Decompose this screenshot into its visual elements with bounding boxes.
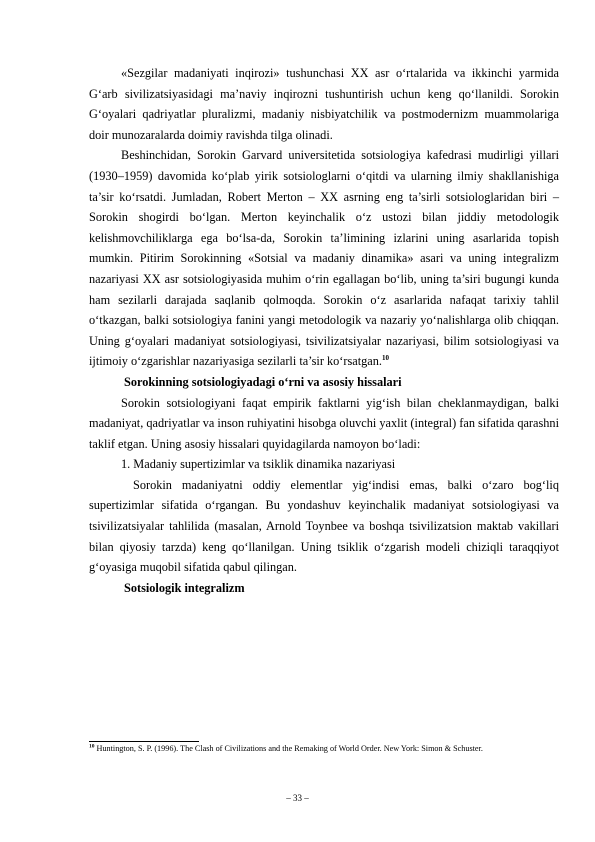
section-heading-1: Sorokinning sotsiologiyadagi o‘rni va asosiy hissalari (124, 374, 402, 389)
paragraph-1: «Sezgilar madaniyati inqirozi» tushunchasi XX asr o‘rtalarida va ikkinchi yarmida G‘arb sivilizatsiyasidagi ma’naviy inqirozni tushuntirish uchun keng qo‘llanildi. Sorokin G‘oyalari qadriyatlar pluralizmi, madaniy nisbiyatchilik va postmodernizm muammolariga doir munozaralarda doimiy ravishda tilga olinadi. (89, 66, 559, 142)
footnote-number: 10 (89, 743, 95, 750)
list-item-1: 1. Madaniy supertizimlar va tsiklik dinamika nazariyasi (121, 457, 396, 472)
footnote (89, 744, 559, 754)
footnote-text: Huntington, S. P. (1996). The Clash of Civilizations and the Remaking of World Order. New York: Simon & Schuster. (96, 744, 483, 753)
paragraph-2 (89, 145, 559, 372)
paragraph-4: Sorokin madaniyatni oddiy elementlar yig‘indisi emas, balki o‘zaro bog‘liq supertizimlar sifatida o‘rgangan. Bu yondashuv keyinchalik madaniyat sotsiologiyasi va tsivilizatsiyalar tahlilida (masalan, Arnold Toynbee va boshqa tsivilizatsion maktab vakillari bilan qiyosiy tarzda) keng qo‘llanilgan. Uning tsiklik o‘zgarish modeli chiziqli taraqqiyot g‘oyasiga muqobil sifatida qabul qilingan. (89, 477, 559, 575)
page-number: – 33 – (286, 793, 309, 803)
paragraph-3: Sorokin sotsiologiyani faqat empirik faktlarni yig‘ish bilan cheklanmaydigan, balki madaniyat, qadriyatlar va inson ruhiyatini hisobga oluvchi yaxlit (integral) fan sifatida qarashni taklif etgan. Uning asosiy hissalari quyidagilarda namoyon bo‘ladi: (89, 395, 559, 451)
footnote-reference[interactable]: 10 (381, 354, 389, 363)
body-text (89, 63, 559, 598)
footnote-separator (89, 741, 199, 742)
paragraph-2-text: Beshinchidan, Sorokin Garvard universitetida sotsiologiya kafedrasi mudirligi yillari (1930–1959) davomida ko‘plab yirik sotsiologlarni o‘qitdi va ularning ilmiy shakllanishiga ta’sir ko‘rsatdi. Jumladan, Robert Merton – XX asrning eng ta’sirli sotsiologlaridan biri – Sorokin shogirdi bo‘lgan. Merton keyinchalik o‘z ustozi bilan jiddiy metodologik kelishmovchiliklarga ega bo‘lsa-da, Sorokin ta’limining izlarini uning asarlarida topish mumkin. Pitirim Sorokinning «Sotsial va madaniy dinamika» asari va uning integralizm nazariyasi XX asr sotsiologiyasida muhim o‘rin egallagan bo‘lib, uning ta’siri bugungi kunda ham sezilarli darajada saqlanib qolmoqda. Sorokin o‘z asarlarida nafaqat tarixiy tahlil o‘tkazgan, balki sotsiologiya fanini yangi metodologik va nazariy yo‘nalishlarga olib chiqqan. Uning g‘oyalari madaniyat sotsiologiyasi, tsivilizatsiyalar nazariyasi, bilim sotsiologiyasi va ijtimoiy o‘zgarishlar nazariyasiga sezilarli ta’sir ko‘rsatgan. (89, 148, 559, 369)
section-heading-2: Sotsiologik integralizm (124, 580, 245, 595)
